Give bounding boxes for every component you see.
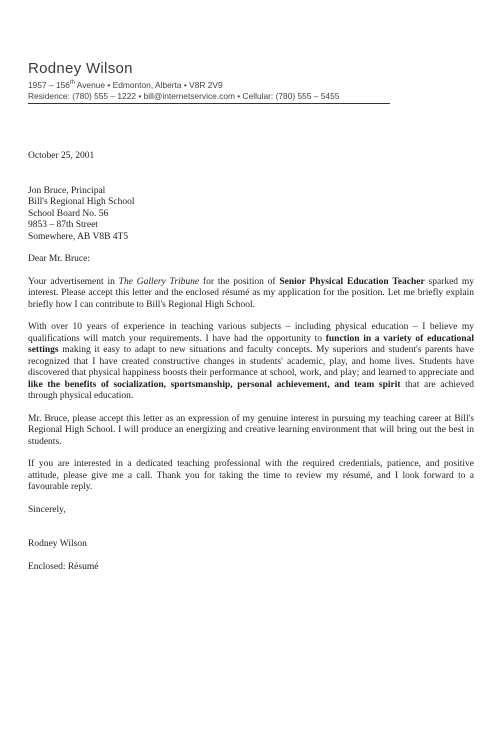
enclosure-note: Enclosed: Résumé	[28, 561, 99, 572]
paragraph-4: If you are interested in a dedicated teaching professional with the required credentials, patience, and positive attitude, please give me a call. Thank you for taking the time to review my résumé, and I look forward to a favourable reply.	[28, 459, 474, 492]
salutation: Dear Mr. Bruce:	[28, 254, 90, 264]
bold-phrase: function in a variety of educational settings	[28, 333, 474, 355]
letterhead	[28, 60, 390, 104]
text-span: sparked my interest. Please accept this letter and the enclosed résumé as my application for the position. Let me briefly explain briefly how I can contribute to Bill's Regional High School.	[28, 276, 474, 310]
letter-body	[28, 151, 474, 573]
recipient-address	[28, 186, 474, 244]
position-title: Senior Physical Education Teacher	[279, 276, 425, 287]
text-span: making it easy to adapt to new situations and faculty concepts. My superiors and student's parents have recognized that I have created constructive changes in students' academic, play, and home lives. Students have discovered that physical happiness boosts their performance at school, work, and play; and learned to appreciate and	[28, 345, 474, 378]
paragraph-1	[28, 277, 474, 312]
paragraph-2	[28, 322, 474, 403]
address-rest: Avenue • Edmonton, Alberta • V8R 2V9	[74, 79, 223, 90]
address-ordinal-suffix: th	[69, 80, 75, 86]
paragraph-3: Mr. Bruce, please accept this letter as an expression of my genuine interest in pursuing my teaching career at Bill's Regional High School. I will produce an energizing and creative learning environment that will bring out the best in students.	[28, 413, 474, 447]
recipient-line: 9853 – 87th Street	[28, 220, 98, 230]
recipient-line: School Board No. 56	[28, 208, 109, 219]
text-span: Your advertisement in	[28, 276, 119, 287]
sender-contact: Residence: (780) 555 – 1222 • bill@internetservice.com • Cellular: (780) 555 – 5455	[28, 90, 340, 101]
bold-phrase: like the benefits of socialization, sportsmanship, personal achievement, and team spirit	[28, 379, 401, 390]
text-span: that are achieved through physical education.	[28, 379, 474, 401]
letterhead-divider	[28, 103, 390, 104]
address-street-number: 1957 – 156	[28, 79, 70, 90]
publication-title: The Gallery Tribune	[118, 276, 200, 287]
sender-address	[28, 78, 390, 91]
signature-name: Rodney Wilson	[28, 539, 87, 549]
closing: Sincerely,	[28, 504, 66, 515]
recipient-line: Jon Bruce, Principal	[28, 185, 106, 196]
text-span: for the position of	[199, 276, 280, 287]
letter-date: October 25, 2001	[28, 151, 95, 161]
text-span: With over 10 years of experience in teaching various subjects – including physical education – I believe my qualifications will match your requirements. I have had the opportunity to	[28, 322, 474, 344]
sender-name: Rodney Wilson	[28, 60, 133, 77]
recipient-line: Somewhere, AB V8B 4T5	[28, 231, 129, 242]
recipient-line: Bill's Regional High School	[28, 197, 135, 207]
